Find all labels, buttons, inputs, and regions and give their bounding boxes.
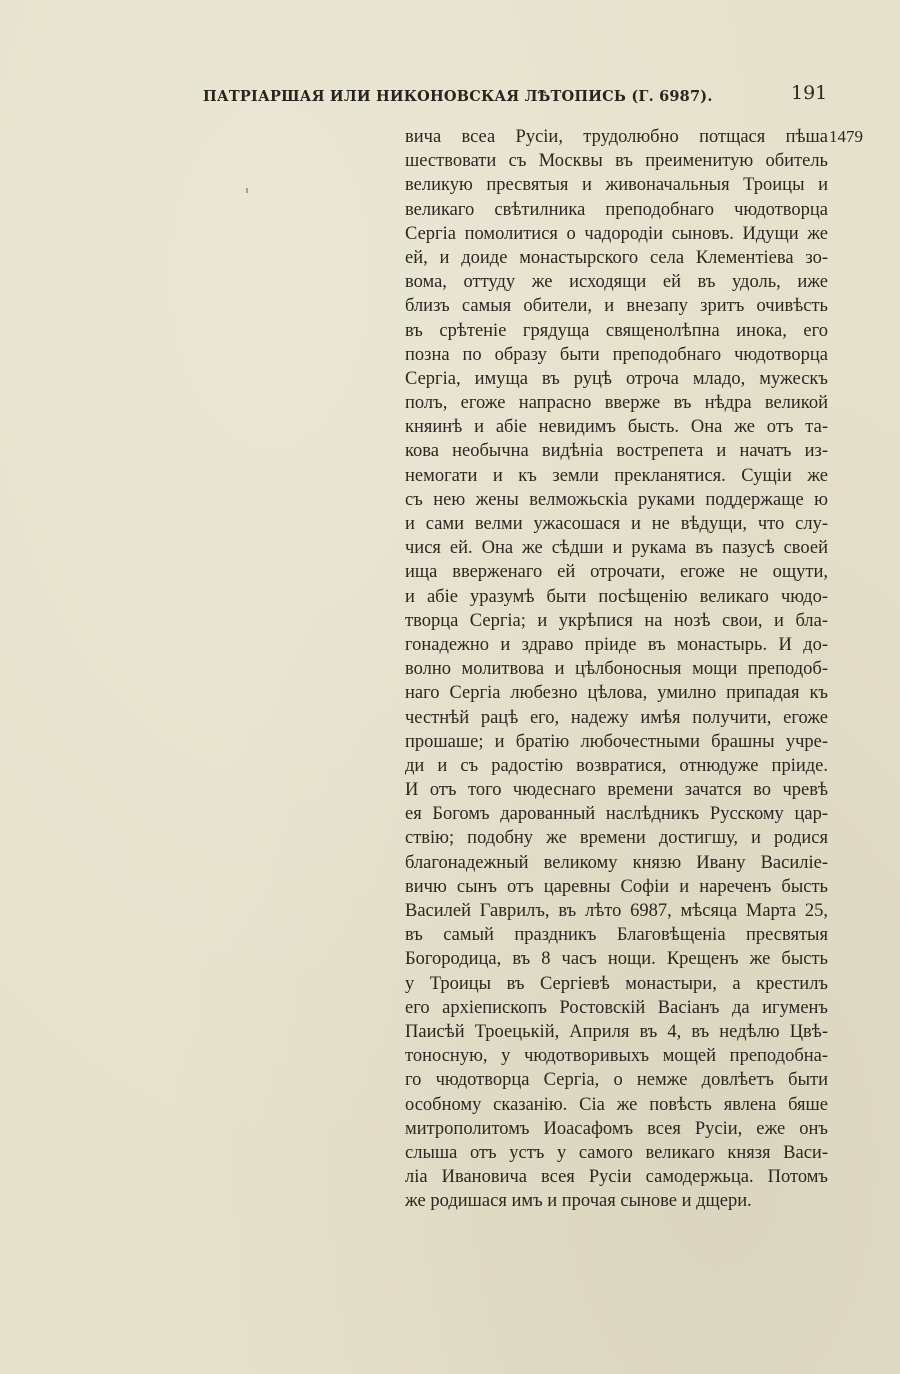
- text-line: и сами велми ужасошася и не вѣдущи, что слу-: [405, 514, 828, 534]
- margin-year-note: 1479: [829, 127, 863, 146]
- text-line: И отъ того чюдеснаго времени зачатся во чревѣ: [405, 780, 828, 801]
- text-line: вича всеа Русіи, трудолюбно потщася пѣша: [405, 127, 828, 147]
- text-line: Сергіа, имуща въ руцѣ отроча младо, мужескъ: [405, 368, 828, 389]
- text-line: ліа Ивановича всея Русіи самодержьца. Потомъ: [405, 1167, 828, 1188]
- text-line: его архіепископъ Ростовскій Васіанъ да игуменъ: [405, 997, 828, 1018]
- text-line: позна по образу быти преподобнаго чюдотворца: [405, 344, 828, 365]
- text-line: великаго свѣтилника преподобнаго чюдотворца: [405, 199, 828, 220]
- text-line: близъ самыя обители, и внезапу зритъ очивѣсть: [405, 296, 828, 317]
- text-line: Паисѣй Троецькій, Априля въ 4, въ недѣлю Цвѣ-: [405, 1021, 828, 1042]
- text-line: благонадежный великому князю Ивану Василіе-: [405, 852, 828, 873]
- text-line: слыша отъ устъ у самого великаго князя Васи-: [405, 1142, 828, 1163]
- text-line: Сергіа помолитися о чадородіи сыновъ. Идущи же: [405, 223, 828, 244]
- text-line: съ нею жены велможьскіа руками поддержаще ю: [405, 489, 828, 510]
- text-line: честнѣй рацѣ его, надежу имѣя получити, егоже: [405, 707, 828, 728]
- text-line: въ самый праздникъ Благовѣщеніа пресвятыя: [405, 925, 828, 946]
- paper-speck: [246, 188, 248, 193]
- text-line: чися ей. Она же сѣдши и рукама въ пазусѣ своей: [405, 538, 828, 559]
- running-head: ПАТРІАРШАЯ ИЛИ НИКОНОВСКАЯ ЛѢТОПИСЬ (Г. 6987).: [203, 88, 713, 105]
- page-number: 191: [791, 82, 828, 104]
- text-line: волно молитвова и цѣлбоносныя мощи преподоб-: [405, 659, 828, 680]
- text-column: [405, 125, 828, 1213]
- text-line: шествовати съ Москвы въ преименитую обитель: [405, 151, 828, 172]
- text-line: прошаше; и братію любочестными брашны учре-: [405, 731, 828, 752]
- text-line: кова необычна видѣніа вострепета и начатъ из-: [405, 441, 828, 462]
- text-line: Богородица, въ 8 часъ нощи. Крещенъ же бысть: [405, 949, 828, 970]
- text-line: наго Сергіа любезно цѣлова, умилно припадая къ: [405, 683, 828, 704]
- text-line: го чюдотворца Сергіа, о немже довлѣетъ быти: [405, 1070, 828, 1091]
- text-line: въ срѣтеніе грядуща священолѣпна инока, его: [405, 320, 828, 341]
- text-line: княинѣ и абіе невидимъ бысть. Она же отъ та-: [405, 417, 828, 438]
- text-line: великую пресвятыя и живоначальныя Троицы и: [405, 175, 828, 196]
- text-line: тоносную, у чюдотворивыхъ мощей преподобна-: [405, 1046, 828, 1067]
- text-line: Василей Гаврилъ, въ лѣто 6987, мѣсяца Марта 25,: [405, 901, 828, 921]
- text-line: творца Сергіа; и укрѣпися на нозѣ свои, и бла-: [405, 610, 828, 631]
- text-line: ея Богомъ дарованный наслѣдникъ Русскому цар-: [405, 804, 828, 825]
- text-line: и абіе уразумѣ быти посѣщенію великаго чюдо-: [405, 586, 828, 607]
- text-line: же родишася имъ и прочая сынове и дщери.: [405, 1191, 752, 1212]
- text-line: вичю сынъ отъ царевны Софіи и нареченъ бысть: [405, 876, 828, 897]
- text-line: полъ, егоже напрасно вверже въ нѣдра великой: [405, 393, 828, 414]
- text-line: ей, и доиде монастырского села Клементіева зо-: [405, 247, 828, 268]
- text-line: вома, оттуду же исходящи ей въ удоль, иже: [405, 272, 828, 293]
- text-line: гонадежно и здраво пріиде въ монастырь. И до-: [405, 634, 828, 655]
- text-line: ствію; подобну же времени достигшу, и родися: [405, 828, 828, 849]
- text-line: немогати и къ земли прекланятися. Сущіи же: [405, 465, 828, 486]
- text-line: ища вверженаго ей отрочати, егоже не ощути,: [405, 562, 828, 583]
- text-line: ди и съ радостію возвратися, отнюдуже пріиде.: [405, 755, 828, 776]
- text-line: у Троицы въ Сергіевѣ монастыри, а крестилъ: [405, 973, 828, 994]
- text-line: особному сказанію. Сіа же повѣсть явлена бяше: [405, 1094, 828, 1115]
- text-line: митрополитомъ Иоасафомъ всея Русіи, еже онъ: [405, 1118, 828, 1139]
